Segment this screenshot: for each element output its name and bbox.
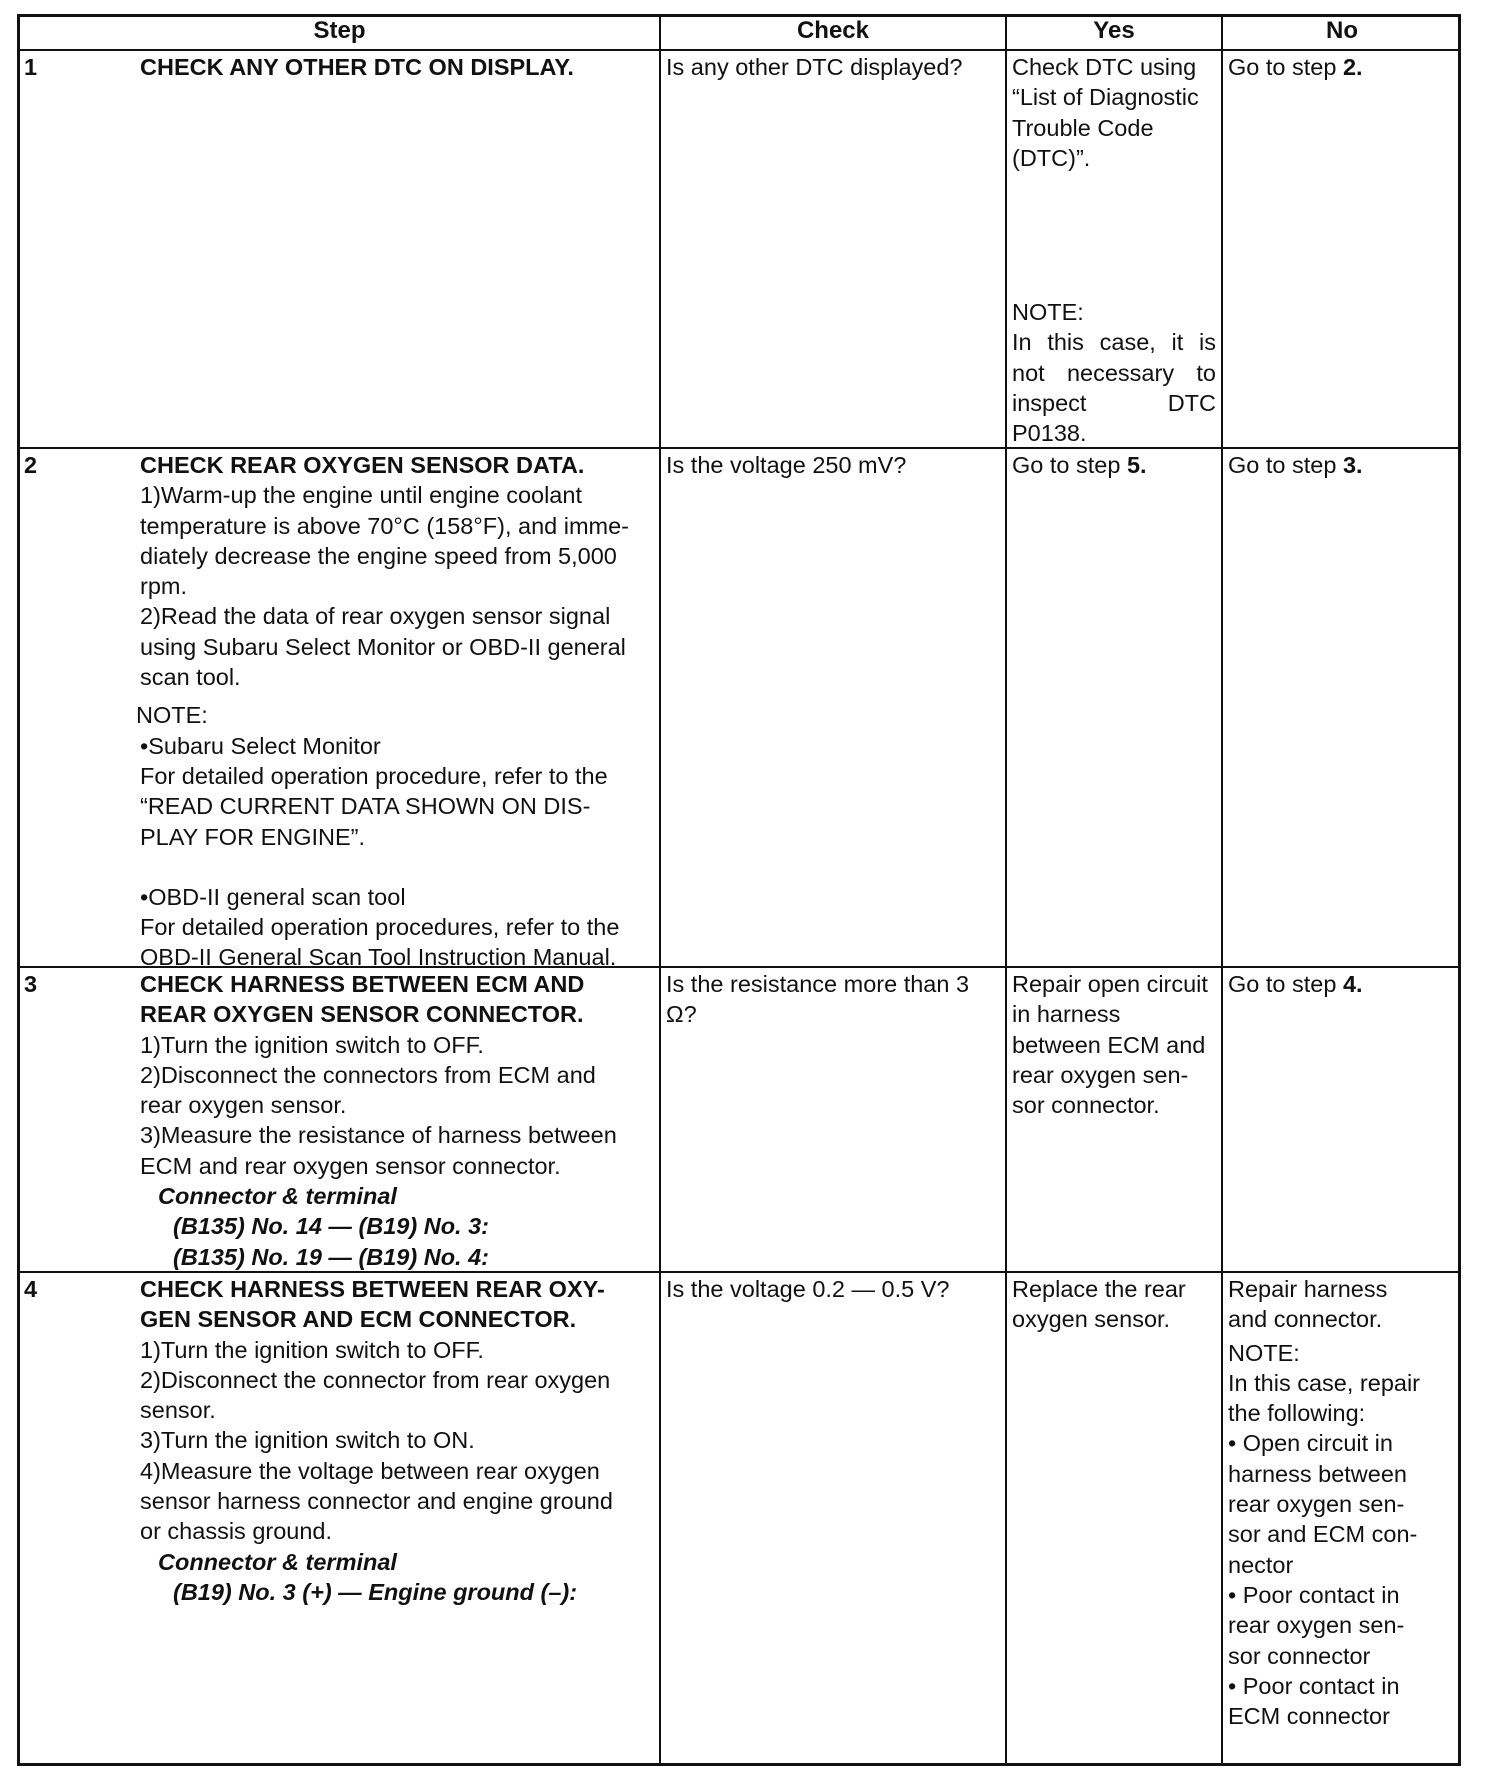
yes-action: Repair open circuit in harness between ECM and rear oxygen sen- sor connector.: [1012, 971, 1208, 1119]
no-action: Go to step 2.: [1228, 54, 1363, 80]
connector-terminal: (B135) No. 14 — (B19) No. 3:: [173, 1213, 490, 1240]
connector-label: Connector & terminal: [158, 1183, 397, 1210]
header-yes: Yes: [1093, 17, 1135, 44]
header-no: No: [1326, 17, 1358, 44]
yes-action: Check DTC using “List of Diagnostic Trouble Code (DTC)”.: [1012, 54, 1199, 171]
check-question: Is the resistance more than 3 Ω?: [666, 971, 970, 1028]
step-number: 1: [24, 54, 38, 80]
no-action: Repair harness and connector. NOTE: In this case, repair the following: • Open circuit in harness between rear oxygen sen- sor and ECM con- nector • Poor contact in rear oxygen sen- sor connector • Poor contact in ECM connector: [1228, 1274, 1460, 1731]
step-title: CHECK HARNESS BETWEEN REAR OXY-: [140, 1276, 605, 1302]
connector-terminal: (B19) No. 3 (+) — Engine ground (–):: [173, 1578, 578, 1605]
check-question: Is the voltage 250 mV?: [666, 452, 907, 478]
step-link: 3.: [1342, 452, 1363, 478]
note-label: NOTE:: [136, 702, 208, 729]
yes-action: Go to step 5.: [1012, 452, 1147, 478]
row-divider: [20, 447, 1458, 449]
yes-action: Replace the rear oxygen sensor.: [1012, 1276, 1186, 1333]
diagnostic-table: Step Check Yes No 1 CHECK ANY OTHER DTC ON DISPLAY. Is any other DTC displayed? Check DTC using “List of Diagnostic Trouble Code (DTC)”. NOTE: In this case, it is not necessary to inspect DTC P0138. Go to step 2. 2 CHECK REAR OXYGEN SENSOR DATA. 1)Warm-up the engine until engine coolant temperature is above 70°C (158°F), and imme- diately decrease the engine speed from 5,000 rpm. 2)Read the data of rear oxygen sensor signal using Subaru Select Monitor or OBD-II general scan tool. NOTE: •Subaru Select Monitor For detailed operation procedure, refer to the “READ CURRENT DATA SHOWN ON DIS- PLAY FOR ENGINE”. •OBD-II general scan tool For detailed operation procedures, refer to the OBD-II General Scan Tool Instruction Manual. Is the voltage 250 mV? Go to step 5. Go to step 3. 3 CHECK HARNESS BETWEEN ECM AND REAR OXYGEN SENSOR CONNECTOR. 1)Turn the ignition switch to OFF. 2)Disconnect the connectors from ECM and rear oxygen sensor. 3)Measure the resistance of harness between ECM and rear oxygen sensor connector. Connector & terminal (B135) No. 14 — (B19) No. 3: (B135) No. 19 — (B19) No. 4: Is the resistance more than 3 Ω? Repair open circuit in harness between ECM and rear oxygen sen- sor connector. Go to step 4. 4 CHECK HARNESS BETWEEN REAR OXY- GEN SENSOR AND ECM CONNECTOR. 1)Turn the ignition switch to OFF. 2)Disconnect the connector from rear oxygen sensor. 3)Turn the ignition switch to ON. 4)Measure the voltage between rear oxygen sensor harness connector and engine ground or chassis ground. Connector & terminal (B19) No. 3 (+) — Engine ground (–): Is the voltage 0.2 — 0.5 V? Replace the rear oxygen sensor. Repair harness and connector. NOTE: In this case, repair the following: • Open circuit in harness between rear oxygen sen- sor and ECM con- nector • Poor contact in rear oxygen sen- sor connector • Poor contact in ECM connector: [17, 14, 1461, 1766]
no-action: Go to step 4.: [1228, 971, 1363, 997]
check-question: Is the voltage 0.2 — 0.5 V?: [666, 1276, 950, 1302]
step-number: 3: [24, 971, 38, 997]
column-divider: [1221, 17, 1223, 1763]
yes-note: NOTE: In this case, it is not necessary to inspect DTC P0138.: [1012, 299, 1216, 447]
header-step: Step: [313, 17, 366, 44]
check-question: Is any other DTC displayed?: [666, 54, 963, 80]
step-title: CHECK HARNESS BETWEEN ECM AND: [140, 971, 585, 997]
step-title: CHECK ANY OTHER DTC ON DISPLAY.: [140, 54, 574, 80]
step-title: CHECK REAR OXYGEN SENSOR DATA.: [140, 452, 585, 478]
step-link: 4.: [1342, 971, 1363, 997]
step-link: 5.: [1126, 452, 1147, 478]
step-number: 2: [24, 452, 38, 478]
note-label: NOTE:: [1228, 1339, 1300, 1366]
column-divider: [1005, 17, 1007, 1763]
connector-label: Connector & terminal: [158, 1548, 397, 1575]
step-link: 2.: [1342, 54, 1363, 80]
header-check: Check: [796, 17, 870, 44]
no-action: Go to step 3.: [1228, 452, 1363, 478]
step-number: 4: [24, 1276, 38, 1302]
connector-terminal: (B135) No. 19 — (B19) No. 4:: [173, 1243, 490, 1270]
